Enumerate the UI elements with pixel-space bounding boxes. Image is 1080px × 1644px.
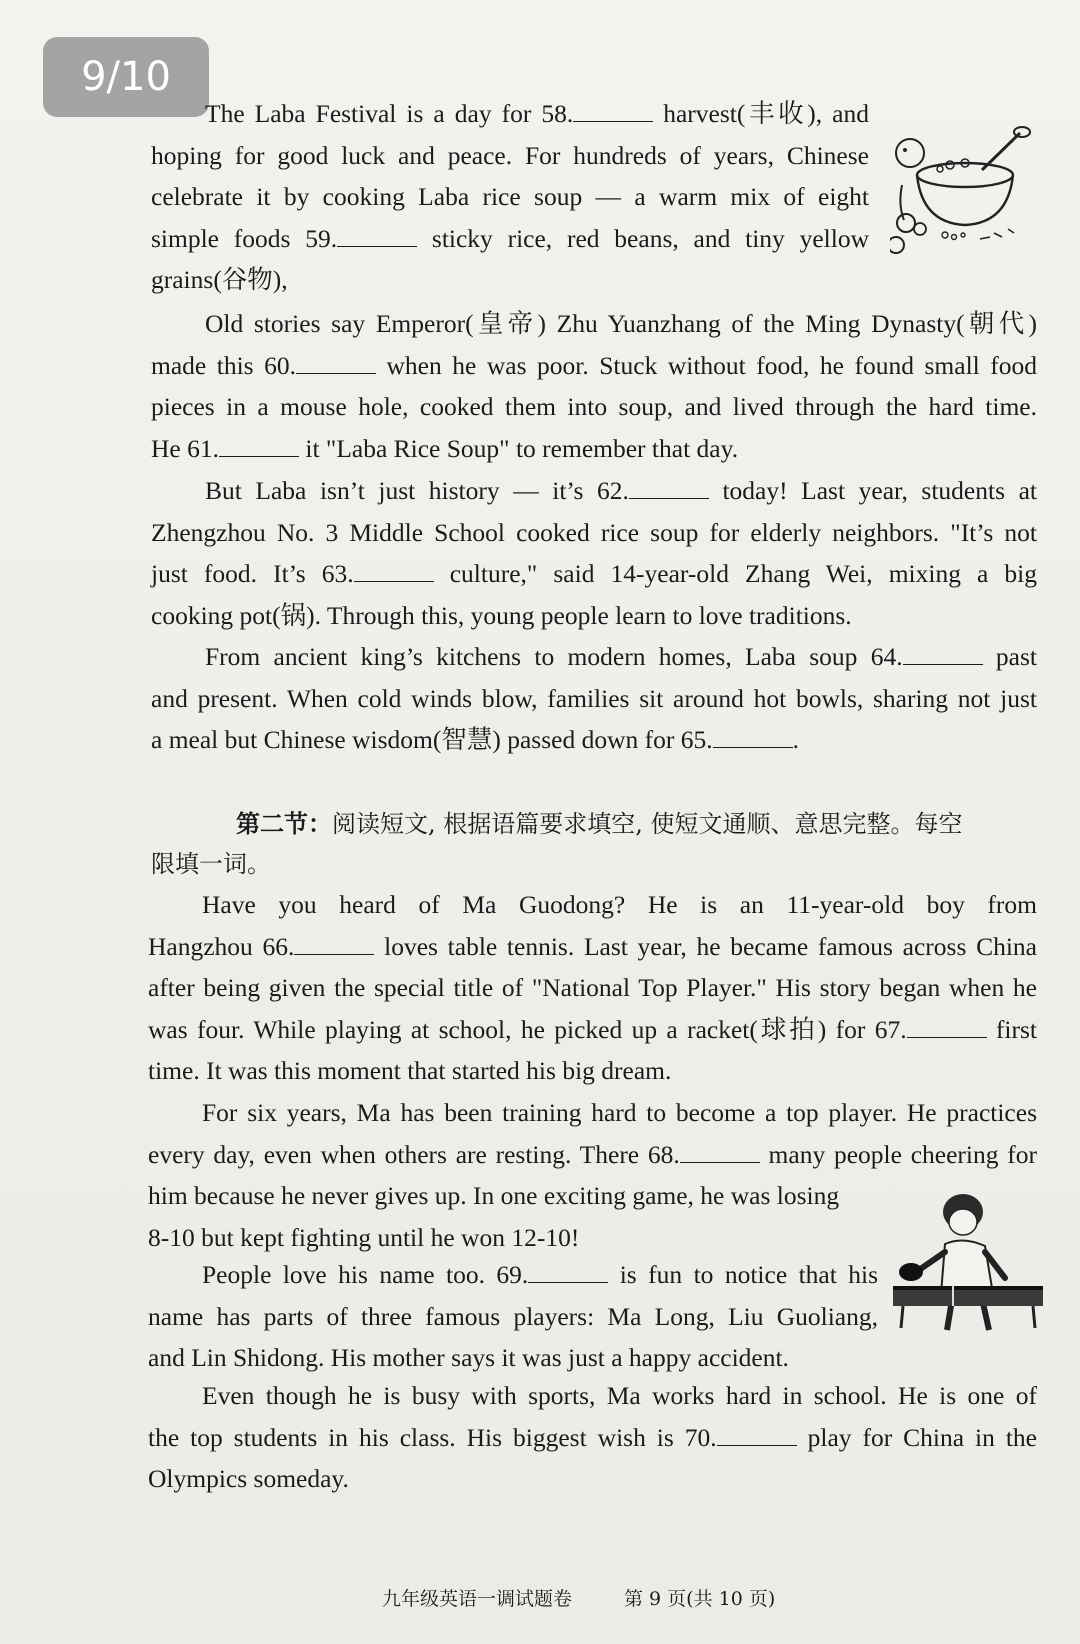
text-line: him because he never gives up. In one exciting game, he was losing (148, 1181, 840, 1210)
passage1-paragraph-2 (151, 303, 1037, 469)
blank-60[interactable] (296, 353, 376, 374)
passage2-paragraph-1 (148, 884, 1037, 1092)
text-line: was four. While playing at school, he picked up a racket(球拍) for 67. first (148, 1014, 1037, 1044)
text-line: People love his name too. 69. is fun to notice that his (202, 1260, 878, 1289)
blank-59[interactable] (337, 226, 417, 247)
text-line: the top students in his class. His biggest wish is 70. play for China in the (148, 1422, 1037, 1452)
blank-63[interactable] (354, 561, 434, 582)
blank-61[interactable] (219, 436, 299, 457)
text-line: a meal but Chinese wisdom(智慧) passed down for 65. . (151, 725, 799, 754)
text-line: grains(谷物), (151, 265, 288, 294)
text-line: Even though he is busy with sports, Ma works hard in school. He is one of (202, 1381, 1037, 1410)
page-counter-badge: 9/10 (43, 37, 209, 117)
text-line: and Lin Shidong. His mother says it was just a happy accident. (148, 1343, 789, 1372)
text-line: and present. When cold winds blow, families sit around hot bowls, sharing not just (151, 683, 1037, 713)
passage2-paragraph-4 (148, 1375, 1037, 1500)
text-line: celebrate it by cooking Laba rice soup — a warm mix of eight (151, 182, 869, 211)
blank-62[interactable] (629, 478, 709, 499)
text-line: name has parts of three famous players: Ma Long, Liu Guoliang, (148, 1301, 878, 1331)
passage1-paragraph-4 (151, 636, 1037, 761)
blank-65[interactable] (713, 727, 793, 748)
section-2-label: 第二节： (236, 809, 332, 838)
passage1-paragraph-1 (151, 93, 869, 301)
exam-title: 九年级英语一调试题卷 (382, 1588, 573, 1610)
text-line: time. It was this moment that started his big dream. (148, 1056, 672, 1085)
text-line: Olympics someday. (148, 1464, 349, 1493)
text-line: cooking pot(锅). Through this, young people learn to love traditions. (151, 600, 852, 630)
text-line: Old stories say Emperor(皇帝) Zhu Yuanzhang of the Ming Dynasty(朝代) (205, 309, 1037, 338)
text-line: after being given the special title of "National Top Player." His story began when he (148, 973, 1037, 1002)
text-line: Hangzhou 66. loves table tennis. Last year, he became famous across China (148, 931, 1037, 961)
passage1-paragraph-3 (151, 470, 1037, 636)
text-line: Have you heard of Ma Guodong? He is an 11-year-old boy from (202, 890, 1037, 919)
section-2-instruction: 第二节：阅读短文, 根据语篇要求填空, 使短文通顺、意思完整。每空 限填一词。 (151, 809, 963, 878)
text-line: made this 60. when he was poor. Stuck without food, he found small food (151, 350, 1037, 380)
text-line: every day, even when others are resting. There 68. many people cheering for (148, 1139, 1037, 1169)
blank-68[interactable] (680, 1142, 760, 1163)
text-line: simple foods 59. sticky rice, red beans, and tiny yellow (151, 223, 869, 253)
page-footer (382, 1584, 775, 1611)
text-line: The Laba Festival is a day for 58. harvest(丰收), and (205, 99, 869, 128)
blank-67[interactable] (907, 1017, 987, 1038)
blank-58[interactable] (573, 101, 653, 122)
blank-66[interactable] (294, 934, 374, 955)
page-number: 第 9 页(共 10 页) (624, 1588, 776, 1610)
soup-bowl-illustration (890, 125, 1040, 265)
blank-70[interactable] (717, 1425, 797, 1446)
text-line: Zhengzhou No. 3 Middle School cooked rice soup for elderly neighbors. "It’s not (151, 517, 1037, 547)
text-line: But Laba isn’t just history — it’s 62. today! Last year, students at (205, 476, 1037, 505)
blank-64[interactable] (903, 644, 983, 665)
blank-69[interactable] (528, 1262, 608, 1283)
table-tennis-player-illustration (893, 1190, 1043, 1340)
text-line: From ancient king’s kitchens to modern homes, Laba soup 64. past (205, 642, 1038, 671)
passage2-paragraph-3 (148, 1254, 878, 1379)
text-line: just food. It’s 63. culture," said 14-year-old Zhang Wei, mixing a big (151, 559, 1037, 588)
text-line: For six years, Ma has been training hard to become a top player. He practices (202, 1098, 1037, 1127)
text-line: hoping for good luck and peace. For hundreds of years, Chinese (151, 140, 869, 170)
text-line: 8-10 but kept fighting until he won 12-10! (148, 1222, 580, 1252)
text-line: pieces in a mouse hole, cooked them into soup, and lived through the hard time. (151, 392, 1037, 421)
text-line: He 61. it "Laba Rice Soup" to remember that day. (151, 433, 739, 463)
